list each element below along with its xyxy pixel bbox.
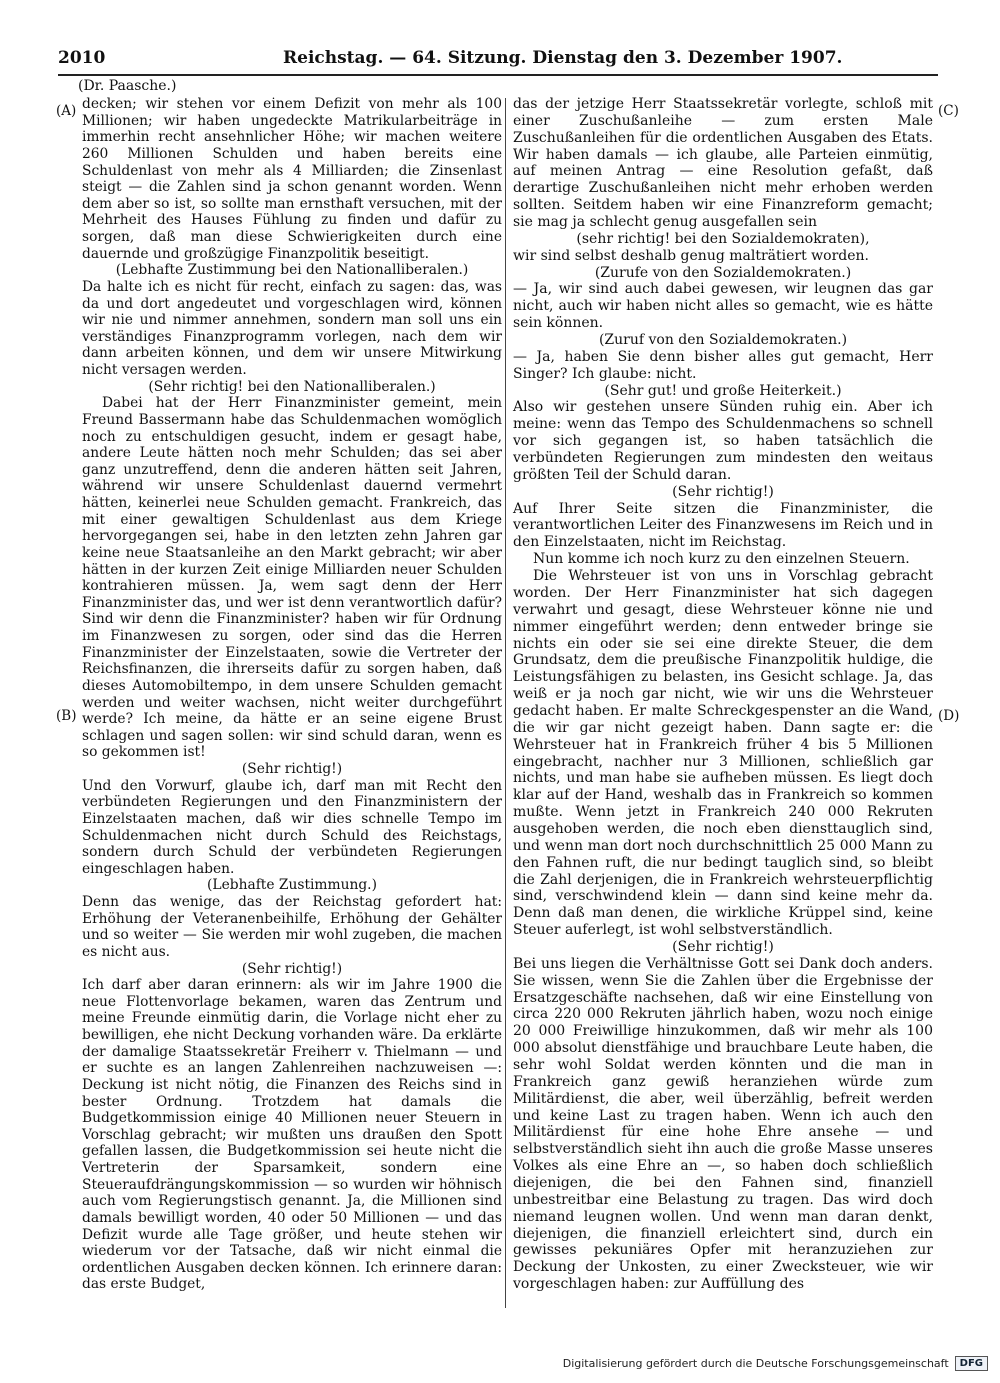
margin-mark-d: (D): [938, 708, 960, 724]
interjection: (Sehr richtig!): [241, 761, 343, 777]
speaker-label: (Dr. Paasche.): [78, 78, 177, 94]
paragraph: — Ja, haben Sie denn bisher alles gut gemacht, Herr Singer? Ich glaube: nicht.: [513, 348, 933, 382]
interjection: (Zuruf von den Sozialdemokraten.): [598, 332, 848, 349]
interjection: (Sehr richtig! bei den Nationalliberalen.): [148, 378, 436, 395]
interjection: (sehr richtig! bei den Sozialdemokraten),: [576, 230, 870, 247]
paragraph: — Ja, wir sind auch dabei gewesen, wir leugnen das gar nicht, auch wir haben nicht alles so gemacht, wie es hätte sein können.: [513, 281, 933, 332]
paragraph: Denn das wenige, das der Reichstag gefordert hat: Erhöhung der Veteranenbeihilfe, Erhöhung der Gehälter und so weiter — Sie werden mir wohl zugeben, die machen es nicht aus.: [82, 894, 502, 960]
dfg-logo: DFG: [955, 1356, 988, 1371]
left-column: [82, 96, 502, 1293]
paragraph: Bei uns liegen die Verhältnisse Gott sei Dank doch anders. Sie wissen, wenn Sie die Zahlen über die Ergebnisse der Ersatzgeschäfte nachsehen, daß wir eine Einstellung von circa 220 000 Rekruten jährlich haben, wozu noch einige 20 000 Freiwillige hinzukommen, daß wir mehr als 100 000 absolut dienstfähige und brauchbare Leute haben, die sehr wohl Soldat werden könnten und die man in Frankreich ganz gewiß heranziehen würde zum Militärdienst, die aber, weil überzählig, befreit werden und keine Last zu tragen haben. Wenn ich auch den Militärdienst für eine hohe Ehre ansehe — und selbstverständlich sieht ihn auch die große Masse unseres Volkes als eine Ehre an —, so haben doch schließlich diejenigen, die bei den Fahnen sind, finanziell unbestreitbar eine Belastung zu tragen. Das wird doch niemand leugnen wollen. Und wenn man daran denkt, diejenigen, die finanziell erleichtert sind, durch ein gewisses pekuniäres Opfer mit heranzuziehen zur Deckung der Unkosten, zu einer Zwecksteuer, wie wir vorgeschlagen haben: zur Auffüllung des: [513, 955, 933, 1293]
margin-mark-b: (B): [56, 708, 77, 724]
paragraph: Und den Vorwurf, glaube ich, darf man mit Recht den verbündeten Regierungen und den Finanzministern der Einzelstaaten machen, daß wir dies schnelle Tempo im Schuldenmachen nicht durch Schuld des Reichstags, sondern durch Schuld der verbündeten Regierungen eingeschlagen haben.: [82, 777, 502, 877]
paragraph: das der jetzige Herr Staatssekretär vorlegte, schloß mit einer Zuschußanleihe — zum ersten Male Zuschußanleihen für die ordentlichen Ausgaben des Etats. Wir haben damals — ich glaube, alle Parteien einmütig, auf meinen Antrag — eine Resolution gefaßt, daß derartige Zuschußanleihen nicht mehr erhoben werden sollten. Seitdem haben wir eine Finanzreform gemacht; sie mag ja schlecht genug ausgefallen sein: [513, 96, 933, 231]
interjection: (Sehr richtig!): [241, 960, 343, 977]
paragraph: Also wir gestehen unsere Sünden ruhig ein. Aber ich meine: wenn das Tempo des Schuldenmachens so schnell vor sich gegangen ist, so haben tatsächlich die verbündeten Regierungen zum mindesten den weitaus größten Teil der Schuld daran.: [513, 399, 933, 483]
footer: [563, 1356, 988, 1371]
paragraph: wir sind selbst deshalb genug malträtiert worden.: [513, 247, 869, 264]
paragraph: Nun komme ich noch kurz zu den einzelnen Steuern.: [533, 551, 910, 568]
paragraph: Auf Ihrer Seite sitzen die Finanzminister, die verantwortlichen Leiter des Finanzwesens im Reich und in den Einzelstaaten, nicht im Reichstag.: [513, 500, 933, 551]
page-header: [58, 48, 938, 74]
footer-text: Digitalisierung gefördert durch die Deutsche Forschungsgemeinschaft: [562, 1357, 949, 1370]
interjection: (Sehr richtig!): [672, 938, 774, 955]
paragraph: Ich darf aber daran erinnern: als wir im Jahre 1900 die neue Flottenvorlage bekamen, waren das Zentrum und meine Freunde einmütig darin, die Vorlage nicht eher zu bewilligen, ehe nicht Deckung vorhanden wäre. Da erklärte der damalige Staatssekretär Freiherr v. Thielmann — und er suchte es an langen Zahlenreihen nachzuweisen —: Deckung ist nicht nötig, die Finanzen des Reichs sind in bester Ordnung. Trotzdem hat damals die Budgetkommission einige 40 Millionen neuer Steuern in Vorschlag gebracht; wir mußten uns draußen den Spott gefallen lassen, die Budgetkommission sei heute nicht die Vertreterin der Sparsamkeit, sondern eine Steueraufdrängungskommission — so wurden wir höhnisch auch vom Regierungstisch genannt. Ja, die Millionen sind damals bewilligt worden, 40 oder 50 Millionen — und das Defizit wurde alle Tage größer, und heute stehen wir wiederum vor der Tatsache, daß wir nicht einmal die ordentlichen Ausgaben decken können. Ich erinnere daran: das erste Budget,: [82, 977, 502, 1293]
column-divider: [505, 98, 506, 1308]
paragraph: Da halte ich es nicht für recht, einfach zu sagen: das, was da und dort angedeutet und vorgeschlagen wird, können wir nie und nimmer annehmen, sondern man soll uns ein verständiges Finanzprogramm vorlegen, nach dem wir dann arbeiten können, und dem wir unsere Mitwirkung nicht versagen werden.: [82, 278, 502, 378]
paragraph: decken; wir stehen vor einem Defizit von mehr als 100 Millionen; wir haben ungedeckte Matrikularbeiträge in immerhin recht ansehnlicher Höhe; wir machen weitere 260 Millionen Schulden und haben bereits eine Schuldenlast von mehr als 4 Milliarden; die Zinsenlast steigt — die Zahlen sind ja schon genannt worden. Wenn dem aber so ist, so sollte man ernsthaft versuchen, mit der Mehrheit des Hauses Fühlung zu finden und dafür zu sorgen, daß man diese Schwierigkeiten durch eine dauernde und großzügige Finanzpolitik beseitigt.: [82, 96, 502, 262]
interjection: (Lebhafte Zustimmung.): [207, 877, 377, 894]
interjection: (Sehr richtig!): [672, 483, 774, 500]
right-column: [513, 96, 933, 1293]
header-rule: [58, 74, 938, 76]
margin-mark-a: (A): [56, 103, 77, 119]
paragraph: Dabei hat der Herr Finanzminister gemeint, mein Freund Bassermann habe das Schuldenmachen womöglich noch zu entschuldigen gesucht, indem er gesagt habe, andere Leute hätten noch mehr Schulden; das sei aber ganz unzutreffend, denn die anderen hätten seit Jahren, während wir unsere Schuldenlast dauernd vermehrt hätten, keinerlei neue Schulden gemacht. Frankreich, das mit einer gewaltigen Schuldenlast aus dem Kriege hervorgegangen sei, habe in den letzten zehn Jahren gar keine neue Staatsanleihe an den Markt gebracht; wir aber hätten in der kurzen Zeit einige Milliarden neuer Schulden kontrahieren müssen. Ja, wem sagt denn der Herr Finanzminister das, und wer ist denn verantwortlich dafür? Sind wir denn die Finanzminister? haben wir für Ordnung im Finanzwesen zu sorgen, oder sind das die Herren Finanzminister der Einzelstaaten, sowie die Vertreter der Reichsfinanzen, die ihrerseits dafür zu sorgen haben, daß dieses Automobiltempo, in dem unsere Schulden gemacht werden und weiter wachsen, nicht weiter durchgeführt werde? Ich meine, da hätte er an seine eigene Brust schlagen und sagen sollen: wir sind schuld daran, wenn es so gekommen ist!: [82, 395, 502, 761]
page-number: 2010: [58, 48, 106, 68]
margin-mark-c: (C): [938, 103, 959, 119]
interjection: (Sehr gut! und große Heiterkeit.): [604, 382, 842, 399]
interjection: (Zurufe von den Sozialdemokraten.): [594, 264, 852, 281]
paragraph: Die Wehrsteuer ist von uns in Vorschlag gebracht worden. Der Herr Finanzminister hat sich dagegen verwahrt und gesagt, diese Wehrsteuer könne nie und nimmer eingeführt werden; denn entweder bringe sie nichts ein oder sie sei eine direkte Steuer, die dem Grundsatz, dem die preußische Finanzpolitik huldige, die Leistungsfähigen zu belasten, ins Gesicht schlage. Ja, das weiß er ja noch gar nicht, wie wir uns die Wehrsteuer gedacht haben. Er malte Schreckgespenster an die Wand, die wir gar nicht gezeigt haben. Dann sagte er: die Wehrsteuer hat in Frankreich früher 4 bis 5 Millionen eingebracht, nachher nur 3 Millionen, schließlich gar nichts, und man habe sie aufheben müssen. Es liegt doch klar auf der Hand, weshalb das in Frankreich so kommen mußte. Wenn jetzt in Frankreich 240 000 Rekruten ausgehoben werden, die noch eben diensttauglich sind, und wenn man dort noch durchschnittlich 25 000 Mann zu den Fahnen ruft, die nur bedingt tauglich sind, so bleibt die Zahl derjenigen, die in Frankreich wehrsteuerpflichtig sind, verschwindend klein — dann sind keine mehr da. Denn daß man denen, die wirkliche Krüppel sind, keine Steuer auferlegt, ist wohl selbstverständlich.: [513, 568, 933, 939]
interjection: (Lebhafte Zustimmung bei den Nationalliberalen.): [115, 262, 469, 279]
running-title: Reichstag. — 64. Sitzung. Dienstag den 3. Dezember 1907.: [283, 48, 843, 68]
